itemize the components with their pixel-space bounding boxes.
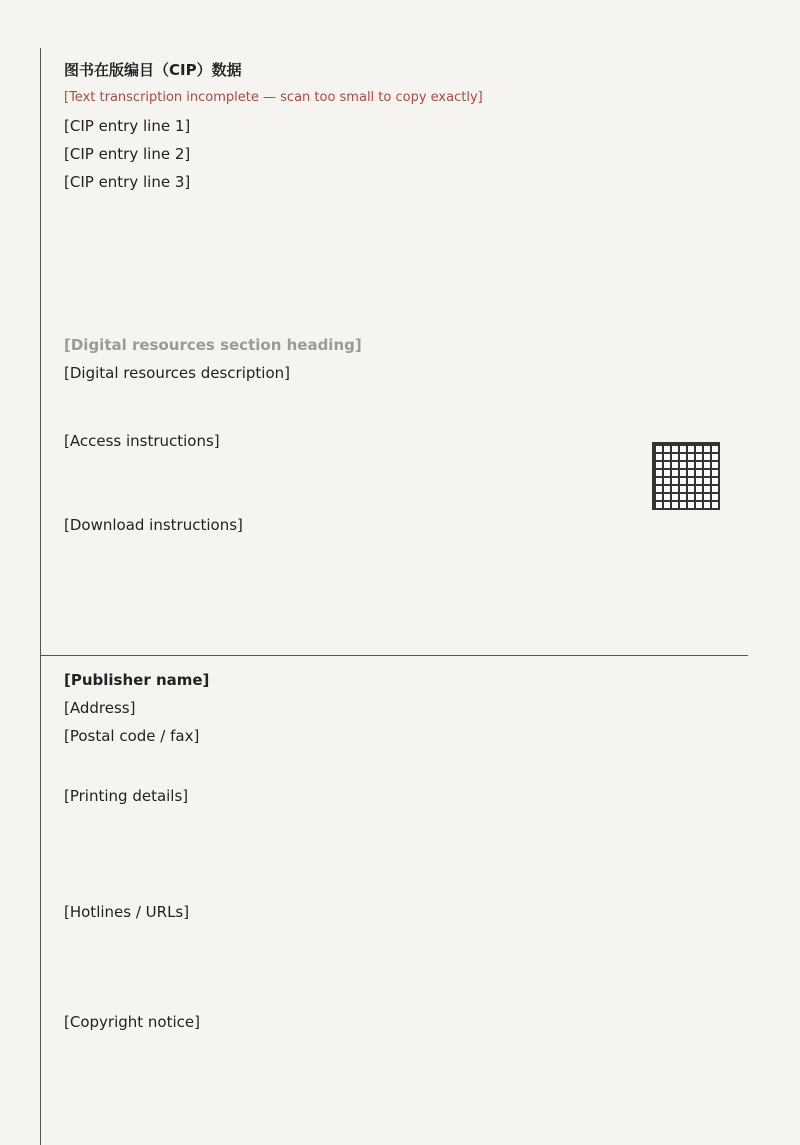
- imprint-line: [Postal code / fax]: [64, 727, 200, 745]
- digital-section: [64, 335, 744, 543]
- digital-line: [Access instructions]: [64, 432, 220, 450]
- digital-line: [Download instructions]: [64, 516, 243, 534]
- imprint-line: [Hotlines / URLs]: [64, 903, 190, 921]
- digital-title: [Digital resources section heading]: [64, 336, 362, 354]
- imprint-line: [Address]: [64, 699, 136, 717]
- left-rule: [40, 48, 41, 1145]
- transcription-note: [Text transcription incomplete — scan too small to copy exactly]: [64, 90, 483, 105]
- imprint-line: [Copyright notice]: [64, 1013, 200, 1031]
- imprint-title: [Publisher name]: [64, 671, 210, 689]
- cip-section: [64, 60, 744, 200]
- section-divider: [40, 655, 748, 656]
- digital-line: [Digital resources description]: [64, 364, 290, 382]
- qr-code: [652, 442, 720, 510]
- cip-line: [CIP entry line 1]: [64, 117, 191, 135]
- cip-line: [CIP entry line 2]: [64, 145, 191, 163]
- cip-line: [CIP entry line 3]: [64, 173, 191, 191]
- imprint-line: [Printing details]: [64, 787, 189, 805]
- imprint-section: [64, 670, 744, 1040]
- cip-title: 图书在版编目（CIP）数据: [64, 61, 242, 79]
